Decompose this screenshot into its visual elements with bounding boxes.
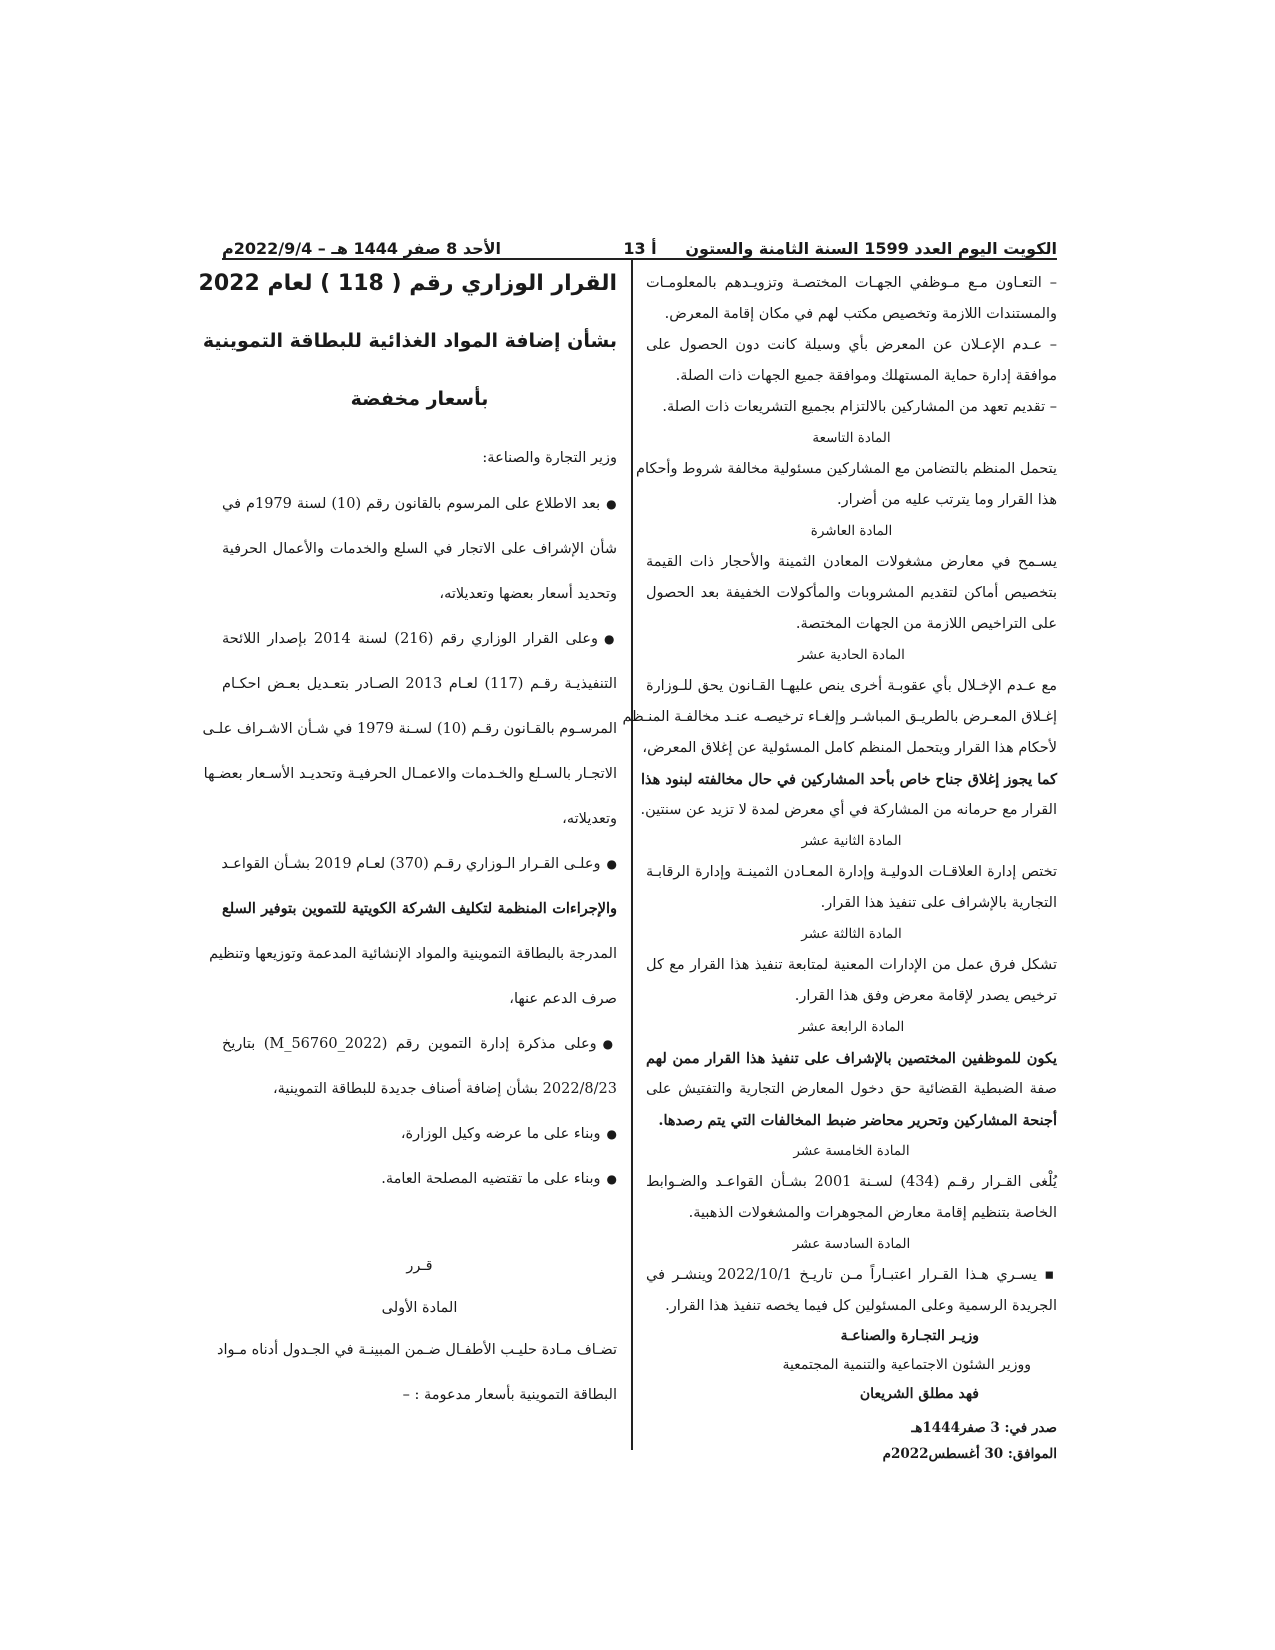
signature-title-1: وزيـر التجـارة والصناعـة: [840, 1328, 979, 1344]
paragraph-line: ترخيص يصدر لإقامة معرض وفق هذا القرار.: [794, 988, 1057, 1004]
signatory-name: فهد مطلق الشريعان: [859, 1386, 979, 1402]
paragraph-line: يسـمح في معارض مشغولات المعادن الثمينة والأحجار ذات القيمة: [646, 554, 1057, 570]
recital-line: وتحديد أسعار بعضها وتعديلاته،: [439, 586, 617, 602]
bullet-icon: ●: [606, 1127, 617, 1141]
header-page-number: أ 13: [623, 239, 657, 258]
paragraph-line: صفة الضبطية القضائية حق دخول المعارض التجارية والتفتيش على: [646, 1081, 1057, 1097]
paragraph-line: كما يجوز إغلاق جناح خاص بأحد المشاركين في حال مخالفته لبنود هذا: [641, 771, 1057, 788]
paragraph-line: الخاصة بتنظيم إقامة معارض المجوهرات والمشغولات الذهبية.: [688, 1205, 1057, 1221]
article-12-heading: المادة الثانية عشر: [801, 833, 902, 849]
recital-line: 2022/8/23 بشأن إضافة أصناف جديدة للبطاقة التموينية،: [272, 1081, 617, 1097]
article-13-heading: المادة الثالثة عشر: [801, 926, 902, 942]
paragraph-line: – التعـاون مـع مـوظفي الجهـات المختصـة وتزويـدهم بالمعلومـات: [646, 275, 1057, 291]
recital-line: المرسـوم بالقـانون رقـم (10) لسـنة 1979 في شـأن الاشـراف علـى: [202, 721, 617, 737]
recital-line: المدرجة بالبطاقة التموينية والمواد الإنشائية المدعمة وتوزيعها وتنظيم: [209, 946, 617, 962]
paragraph-line: التجارية بالإشراف على تنفيذ هذا القرار.: [820, 895, 1057, 911]
bullet-icon: ●: [606, 1172, 617, 1186]
left-column: [198, 268, 617, 1424]
header-date: الأحد 8 صفر 1444 هـ – 2022/9/4م: [222, 239, 501, 258]
bullet-icon: ●: [606, 497, 617, 511]
paragraph-line: هذا القرار وما يترتب عليه من أضرار.: [836, 492, 1057, 508]
bullet-icon: ●: [606, 857, 617, 871]
paragraph-line: يُلْغى القـرار رقـم (434) لسـنة 2001 بشـأن القواعـد والضـوابط: [646, 1174, 1057, 1190]
article-16-heading: المادة السادسة عشر: [792, 1236, 911, 1252]
signature-title-2: ووزير الشئون الاجتماعية والتنمية المجتمعية: [782, 1357, 1031, 1373]
paragraph-line: مع عـدم الإخـلال بأي عقوبـة أخرى ينص عليهـا القـانون يحق للـوزارة: [646, 678, 1057, 694]
recital-line: ●وعلى مذكرة إدارة التموين رقم (M_56760_2022) بتاريخ: [222, 1036, 617, 1052]
paragraph-line: ▪ يسـري هـذا القـرار اعتبـاراً مـن تاريـخ 2022/10/1 وينشـر في: [646, 1267, 1057, 1283]
decree-subtitle-2: بأسعار مخفضة: [350, 388, 489, 410]
recital-line: صرف الدعم عنها،: [509, 991, 617, 1007]
recital-line: الاتجـار بالسـلع والخـدمات والاعمـال الحرفيـة وتحديـد الأسـعار بعضـها: [203, 766, 617, 782]
paragraph-line: – عـدم الإعـلان عن المعرض بأي وسيلة كانت دون الحصول على: [646, 337, 1057, 353]
decree-title: القرار الوزاري رقم ( 118 ) لعام 2022: [198, 271, 617, 296]
paragraph-line: تشكل فرق عمل من الإدارات المعنية لمتابعة تنفيذ هذا القرار مع كل: [646, 957, 1057, 973]
article-9-heading: المادة التاسعة: [812, 430, 891, 446]
paragraph-line: – تقديم تعهد من المشاركين بالالتزام بجميع التشريعات ذات الصلة.: [662, 399, 1057, 415]
recital-line: ●وعلى القرار الوزاري رقم (216) لسنة 2014 بإصدار اللائحة: [222, 631, 617, 647]
recital-line: ●وعلـى القـرار الـوزاري رقـم (370) لعـام 2019 بشـأن القواعـد: [221, 856, 617, 872]
paragraph-line: يتحمل المنظم بالتضامن مع المشاركين مسئولية مخالفة شروط وأحكام: [636, 461, 1057, 477]
recital-line: شأن الإشراف على الاتجار في السلع والخدمات والأعمال الحرفية: [222, 541, 617, 557]
header-rule: [222, 258, 1057, 260]
paragraph-line: على التراخيص اللازمة من الجهات المختصة.: [795, 616, 1057, 632]
article-1-line: البطاقة التموينية بأسعار مدعومة : –: [402, 1387, 617, 1403]
paragraph-line: تختص إدارة العلاقـات الدوليـة وإدارة المعـادن الثمينـة وإدارة الرقابـة: [646, 864, 1057, 880]
article-1-heading: المادة الأولى: [381, 1300, 458, 1316]
paragraph-line: أجنحة المشاركين وتحرير محاضر ضبط المخالفات التي يتم رصدها.: [658, 1112, 1057, 1129]
article-15-heading: المادة الخامسة عشر: [793, 1143, 910, 1159]
recital-line: ●بعد الاطلاع على المرسوم بالقانون رقم (10) لسنة 1979م في: [222, 496, 617, 512]
paragraph-line: القرار مع حرمانه من المشاركة في أي معرض لمدة لا تزيد عن سنتين.: [640, 802, 1057, 818]
paragraph-line: موافقة إدارة حماية المستهلك وموافقة جميع الجهات ذات الصلة.: [675, 368, 1057, 384]
bullet-icon: ●: [602, 1037, 617, 1051]
column-divider: [631, 260, 633, 1450]
minister-intro: وزير التجارة والصناعة:: [482, 450, 617, 466]
paragraph-line: والمستندات اللازمة وتخصيص مكتب لهم في مكان إقامة المعرض.: [664, 306, 1057, 322]
article-11-heading: المادة الحادية عشر: [798, 647, 905, 663]
issue-date-hijri: صدر في: 3 صفر1444هـ: [911, 1420, 1057, 1436]
recital-line: التنفيذيـة رقـم (117) لعـام 2013 الصـادر بتعـديل بعـض احكـام: [222, 676, 617, 692]
right-column: [622, 268, 1057, 1467]
decree-subtitle: بشأن إضافة المواد الغذائية للبطاقة التموينية: [202, 330, 617, 352]
recital-line: والإجراءات المنظمة لتكليف الشركة الكويتية للتموين بتوفير السلع: [222, 900, 617, 917]
recital-line: ●وبناء على ما عرضه وكيل الوزارة،: [400, 1126, 617, 1142]
article-1-line: تضـاف مـادة حليـب الأطفـال ضـمن المبينـة في الجـدول أدناه مـواد: [217, 1342, 617, 1358]
paragraph-line: يكون للموظفين المختصين بالإشراف على تنفيذ هذا القرار ممن لهم: [646, 1050, 1057, 1067]
paragraph-line: الجريدة الرسمية وعلى المسئولين كل فيما يخصه تنفيذ هذا القرار.: [665, 1298, 1057, 1314]
paragraph-line: إغـلاق المعـرض بالطريـق المباشـر وإلغـاء ترخيصـه عنـد مخالفـة المنـظم: [622, 709, 1057, 725]
header-issue-info: الكويت اليوم العدد 1599 السنة الثامنة والستون: [685, 239, 1057, 258]
article-10-heading: المادة العاشرة: [810, 523, 893, 539]
paragraph-line: لأحكام هذا القرار ويتحمل المنظم كامل المسئولية عن إغلاق المعرض،: [642, 740, 1057, 756]
issue-date-gregorian: الموافق: 30 أغسطس2022م: [882, 1446, 1057, 1462]
article-14-heading: المادة الرابعة عشر: [798, 1019, 905, 1035]
paragraph-line: بتخصيص أماكن لتقديم المشروبات والمأكولات الخفيفة بعد الحصول: [646, 585, 1057, 601]
recital-line: وتعديلاته،: [562, 811, 617, 827]
decided-heading: قـرر: [406, 1258, 433, 1274]
bullet-icon: ●: [604, 632, 617, 646]
recital-line: ●وبناء على ما تقتضيه المصلحة العامة.: [381, 1171, 617, 1187]
